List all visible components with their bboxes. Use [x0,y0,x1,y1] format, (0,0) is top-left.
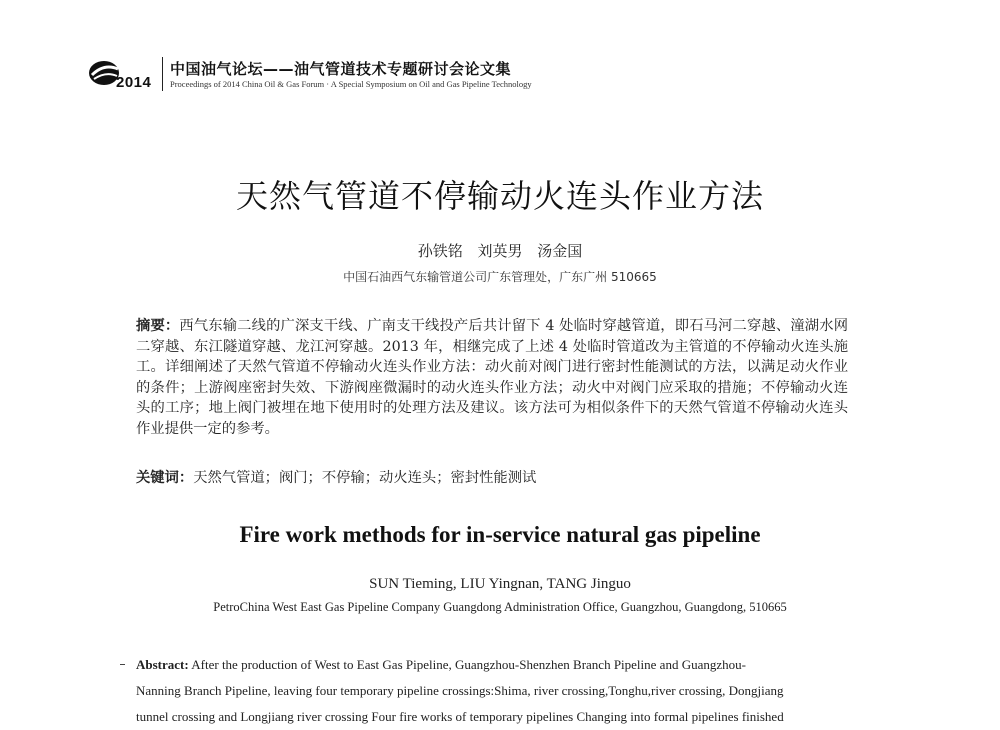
abstract-en-label: Abstract: [136,657,189,672]
proceedings-header [88,55,608,95]
abstract-cn-text: 西气东输二线的广深支干线、广南支干线投产后共计留下 4 处临时穿越管道，即石马河二穿越、潼湖水网二穿越、东江隧道穿越、龙江河穿越。2013 年，相继完成了上述 4 处临时管道改为主管道的不停输动火连头施工。详细阐述了天然气管道不停输动火连头作业方法：动火前对阀门进行密封性能测试的方法，以满足动火作业的条件；上游阀座密封失效、下游阀座微漏时的动火连头作业方法；动火中对阀门应采取的措施；不停输动火连头的工序；地上阀门被埋在地下使用时的处理方法及建议。该方法可为相似条件下的天然气管道不停输动火连头作业提供一定的参考。 [136,318,848,437]
header-subtitle: Proceedings of 2014 China Oil & Gas Forum · A Special Symposium on Oil and Gas Pipeline Technology [170,79,532,89]
paper-title-cn: 天然气管道不停输动火连头作业方法 [235,177,764,215]
abstract-en-line-2: Nanning Branch Pipeline, leaving four temporary pipeline crossings:Shima, river crossing,Tonghu,river crossing, Dongjiang [136,683,784,698]
affiliation-cn: 中国石油西气东输管道公司广东管理处，广东广州 510665 [343,270,657,284]
keywords-cn [136,467,848,487]
forum-logo [88,57,152,91]
abstract-cn-label: 摘要： [136,318,180,334]
header-divider [162,57,163,91]
header-year: 2014 [116,74,152,91]
abstract-cn [136,316,848,439]
abstract-en-line-1 [122,652,850,678]
abstract-en-line-3: tunnel crossing and Longjiang river crossing Four fire works of temporary pipelines Changing into formal pipelines finished [136,709,784,724]
authors-cn: 孙铁铭 刘英男 汤金国 [417,242,583,260]
header-title: 中国油气论坛——油气管道技术专题研讨会论文集 [170,60,512,78]
paper-title-en: Fire work methods for in-service natural gas pipeline [239,522,761,547]
keywords-cn-label: 关键词： [136,470,194,486]
keywords-cn-text: 天然气管道；阀门；不停输；动火连头；密封性能测试 [193,470,537,486]
affiliation-en: PetroChina West East Gas Pipeline Company Guangdong Administration Office, Guangzhou, Guangdong, 510665 [213,600,787,614]
abstract-en-line-1-text: After the production of West to East Gas Pipeline, Guangzhou-Shenzhen Branch Pipeline and Guangzhou- [191,657,746,672]
authors-en: SUN Tieming, LIU Yingnan, TANG Jinguo [369,576,631,592]
abstract-en [122,652,850,730]
